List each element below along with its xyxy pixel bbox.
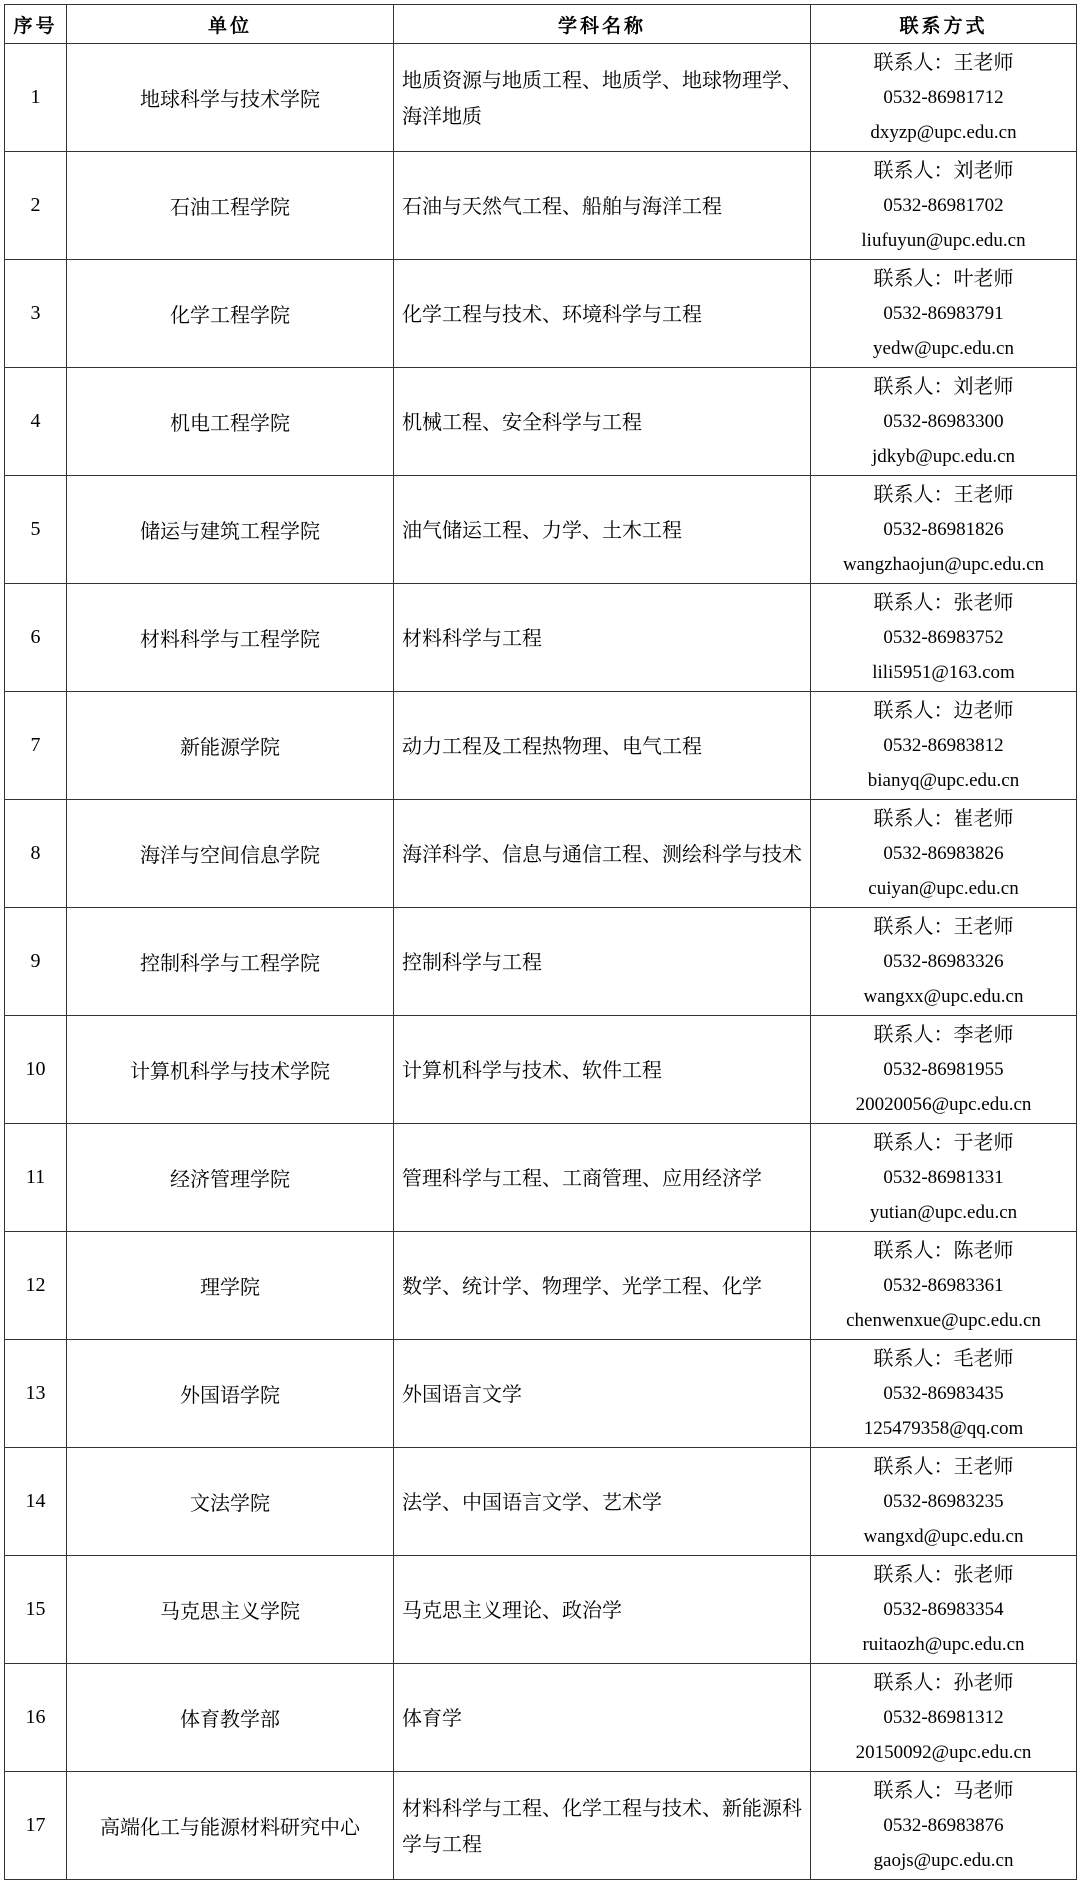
header-contact: 联系方式 (811, 5, 1077, 44)
row-contact (811, 800, 1077, 908)
table-row (5, 800, 1077, 908)
row-seq: 4 (5, 368, 67, 476)
table-row (5, 1124, 1077, 1232)
contact-phone: 0532-86983812 (883, 735, 1004, 756)
row-seq: 5 (5, 476, 67, 584)
contact-phone: 0532-86981712 (883, 87, 1004, 108)
row-seq: 12 (5, 1232, 67, 1340)
row-subjects: 法学、中国语言文学、艺术学 (394, 1448, 811, 1556)
table-row (5, 368, 1077, 476)
contact-email: gaojs@upc.edu.cn (873, 1850, 1014, 1871)
discipline-contact-table (4, 4, 1077, 1880)
row-contact (811, 692, 1077, 800)
contact-person: 联系人：边老师 (873, 698, 1014, 722)
table-header-row (5, 5, 1077, 44)
row-contact (811, 908, 1077, 1016)
row-contact (811, 1016, 1077, 1124)
contact-email: wangxd@upc.edu.cn (863, 1526, 1024, 1547)
row-unit: 机电工程学院 (67, 368, 394, 476)
contact-person: 联系人：王老师 (873, 1454, 1014, 1478)
contact-person: 联系人：王老师 (873, 50, 1014, 74)
row-unit: 计算机科学与技术学院 (67, 1016, 394, 1124)
contact-email: lili5951@163.com (872, 662, 1015, 683)
row-subjects: 石油与天然气工程、船舶与海洋工程 (394, 152, 811, 260)
contact-phone: 0532-86981955 (883, 1059, 1004, 1080)
row-seq: 17 (5, 1772, 67, 1880)
contact-phone: 0532-86981312 (883, 1707, 1004, 1728)
contact-person: 联系人：崔老师 (873, 806, 1014, 830)
row-unit: 体育教学部 (67, 1664, 394, 1772)
row-contact (811, 1772, 1077, 1880)
contact-phone: 0532-86983354 (883, 1599, 1004, 1620)
row-contact (811, 1556, 1077, 1664)
row-contact (811, 260, 1077, 368)
contact-person: 联系人：孙老师 (873, 1670, 1014, 1694)
row-unit: 文法学院 (67, 1448, 394, 1556)
table-row (5, 1340, 1077, 1448)
row-contact (811, 1232, 1077, 1340)
row-subjects: 地质资源与地质工程、地质学、地球物理学、海洋地质 (394, 44, 811, 152)
row-unit: 经济管理学院 (67, 1124, 394, 1232)
row-subjects: 数学、统计学、物理学、光学工程、化学 (394, 1232, 811, 1340)
row-contact (811, 584, 1077, 692)
contact-phone: 0532-86983300 (883, 411, 1004, 432)
row-subjects: 马克思主义理论、政治学 (394, 1556, 811, 1664)
row-seq: 13 (5, 1340, 67, 1448)
row-unit: 外国语学院 (67, 1340, 394, 1448)
contact-email: ruitaozh@upc.edu.cn (862, 1634, 1025, 1655)
contact-email: jdkyb@upc.edu.cn (871, 446, 1016, 467)
contact-email: wangzhaojun@upc.edu.cn (842, 554, 1045, 575)
contact-phone: 0532-86981826 (883, 519, 1004, 540)
row-subjects: 管理科学与工程、工商管理、应用经济学 (394, 1124, 811, 1232)
row-subjects: 机械工程、安全科学与工程 (394, 368, 811, 476)
row-unit: 储运与建筑工程学院 (67, 476, 394, 584)
row-contact (811, 44, 1077, 152)
row-seq: 7 (5, 692, 67, 800)
contact-person: 联系人：马老师 (873, 1778, 1014, 1802)
contact-phone: 0532-86983326 (883, 951, 1004, 972)
header-subjects: 学科名称 (394, 5, 811, 44)
row-seq: 3 (5, 260, 67, 368)
row-unit: 控制科学与工程学院 (67, 908, 394, 1016)
row-unit: 理学院 (67, 1232, 394, 1340)
contact-phone: 0532-86983826 (883, 843, 1004, 864)
contact-person: 联系人：张老师 (873, 1562, 1014, 1586)
contact-email: dxyzp@upc.edu.cn (870, 122, 1017, 143)
row-seq: 6 (5, 584, 67, 692)
row-seq: 8 (5, 800, 67, 908)
row-subjects: 外国语言文学 (394, 1340, 811, 1448)
contact-email: 125479358@qq.com (863, 1418, 1024, 1439)
contact-email: liufuyun@upc.edu.cn (861, 230, 1026, 251)
row-subjects: 海洋科学、信息与通信工程、测绘科学与技术 (394, 800, 811, 908)
row-unit: 海洋与空间信息学院 (67, 800, 394, 908)
contact-email: yedw@upc.edu.cn (873, 338, 1014, 359)
table-row (5, 692, 1077, 800)
table-row (5, 260, 1077, 368)
row-contact (811, 152, 1077, 260)
row-subjects: 化学工程与技术、环境科学与工程 (394, 260, 811, 368)
contact-person: 联系人：毛老师 (873, 1346, 1014, 1370)
header-seq: 序号 (5, 5, 67, 44)
contact-person: 联系人：陈老师 (873, 1238, 1014, 1262)
table-row (5, 44, 1077, 152)
table-row (5, 1232, 1077, 1340)
row-contact (811, 476, 1077, 584)
contact-phone: 0532-86983235 (883, 1491, 1004, 1512)
row-seq: 15 (5, 1556, 67, 1664)
row-unit: 高端化工与能源材料研究中心 (67, 1772, 394, 1880)
contact-person: 联系人：王老师 (873, 914, 1014, 938)
row-unit: 材料科学与工程学院 (67, 584, 394, 692)
row-seq: 16 (5, 1664, 67, 1772)
contact-person: 联系人：于老师 (873, 1130, 1014, 1154)
contact-email: cuiyan@upc.edu.cn (868, 878, 1019, 899)
table-row (5, 1664, 1077, 1772)
contact-email: chenwenxue@upc.edu.cn (846, 1310, 1041, 1331)
contact-phone: 0532-86983435 (883, 1383, 1004, 1404)
contact-person: 联系人：刘老师 (873, 374, 1014, 398)
table-row (5, 1772, 1077, 1880)
row-unit: 新能源学院 (67, 692, 394, 800)
contact-phone: 0532-86981331 (883, 1167, 1004, 1188)
contact-email: yutian@upc.edu.cn (869, 1202, 1018, 1223)
table-row (5, 1556, 1077, 1664)
document-page (4, 4, 1077, 1880)
table-row (5, 908, 1077, 1016)
header-unit: 单位 (67, 5, 394, 44)
row-subjects: 材料科学与工程、化学工程与技术、新能源科学与工程 (394, 1772, 811, 1880)
row-contact (811, 1340, 1077, 1448)
table-row (5, 476, 1077, 584)
row-unit: 石油工程学院 (67, 152, 394, 260)
contact-person: 联系人：张老师 (873, 590, 1014, 614)
row-unit: 马克思主义学院 (67, 1556, 394, 1664)
row-subjects: 油气储运工程、力学、土木工程 (394, 476, 811, 584)
row-subjects: 体育学 (394, 1664, 811, 1772)
row-seq: 9 (5, 908, 67, 1016)
row-seq: 1 (5, 44, 67, 152)
table-row (5, 1448, 1077, 1556)
contact-phone: 0532-86983752 (883, 627, 1004, 648)
row-contact (811, 368, 1077, 476)
row-unit: 地球科学与技术学院 (67, 44, 394, 152)
contact-person: 联系人：李老师 (873, 1022, 1014, 1046)
row-contact (811, 1448, 1077, 1556)
row-unit: 化学工程学院 (67, 260, 394, 368)
row-seq: 2 (5, 152, 67, 260)
row-seq: 14 (5, 1448, 67, 1556)
contact-email: bianyq@upc.edu.cn (867, 770, 1020, 791)
table-row (5, 1016, 1077, 1124)
contact-email: wangxx@upc.edu.cn (863, 986, 1024, 1007)
row-subjects: 动力工程及工程热物理、电气工程 (394, 692, 811, 800)
contact-phone: 0532-86983791 (883, 303, 1004, 324)
table-row (5, 584, 1077, 692)
contact-email: 20150092@upc.edu.cn (855, 1742, 1032, 1763)
row-seq: 10 (5, 1016, 67, 1124)
contact-person: 联系人：王老师 (873, 482, 1014, 506)
row-subjects: 计算机科学与技术、软件工程 (394, 1016, 811, 1124)
row-seq: 11 (5, 1124, 67, 1232)
contact-phone: 0532-86981702 (883, 195, 1004, 216)
contact-phone: 0532-86983876 (883, 1815, 1004, 1836)
row-subjects: 控制科学与工程 (394, 908, 811, 1016)
contact-email: 20020056@upc.edu.cn (855, 1094, 1032, 1115)
table-row (5, 152, 1077, 260)
row-contact (811, 1124, 1077, 1232)
row-contact (811, 1664, 1077, 1772)
contact-person: 联系人：刘老师 (873, 158, 1014, 182)
row-subjects: 材料科学与工程 (394, 584, 811, 692)
contact-person: 联系人：叶老师 (873, 266, 1014, 290)
contact-phone: 0532-86983361 (883, 1275, 1004, 1296)
